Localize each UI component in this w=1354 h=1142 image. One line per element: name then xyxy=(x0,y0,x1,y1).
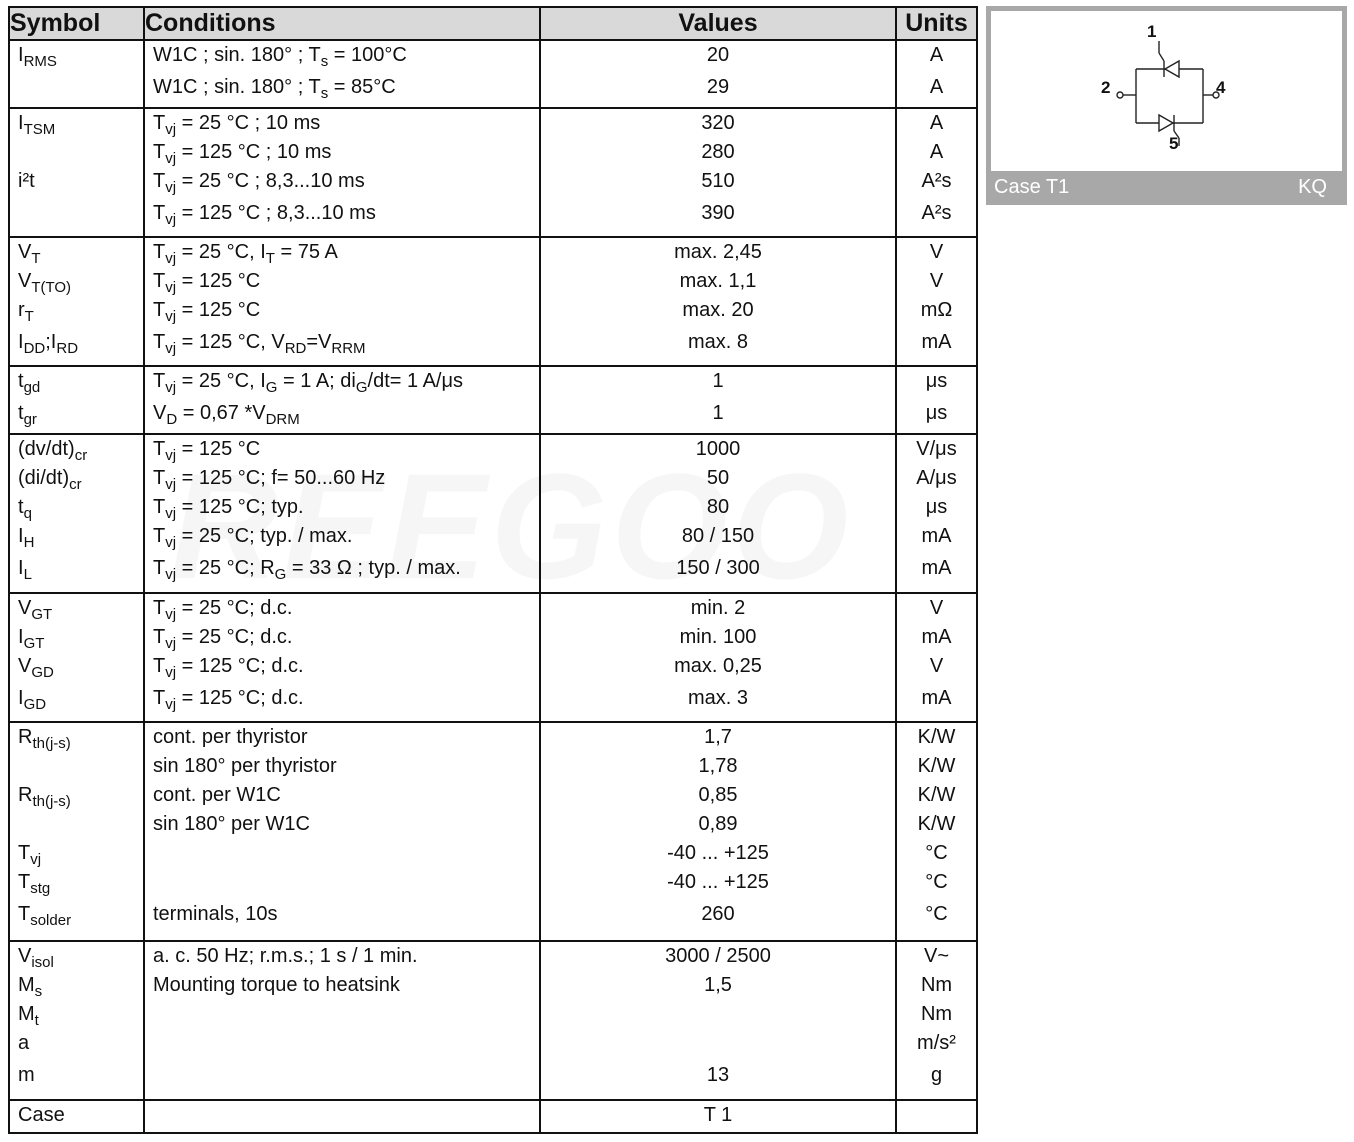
condition-cell: $T_{vj} = 125$ °C; d.c. xyxy=(153,654,304,681)
symbol-cell: $V_T$ xyxy=(18,240,41,267)
column-val xyxy=(540,941,896,1100)
value-cell: 1 xyxy=(712,369,724,392)
case-label: Case T1 xyxy=(994,176,1070,198)
value-cell: 13 xyxy=(706,1064,730,1087)
unit-cell: A²s xyxy=(921,202,952,225)
symbol-cell: $V_{T(TO)}$ xyxy=(18,269,72,296)
condition-cell xyxy=(153,1058,539,1092)
unit-cell: °C xyxy=(925,902,948,925)
pin-2-label: 2 xyxy=(1101,78,1111,97)
unit-cell: V xyxy=(929,596,944,619)
unit-cell: m/s² xyxy=(917,1032,956,1055)
column-cond xyxy=(144,434,540,593)
column-unit xyxy=(896,722,977,942)
unit-cell: V/μs xyxy=(916,437,957,460)
unit-cell: K/W xyxy=(917,754,956,777)
value-cell: min. 100 xyxy=(679,625,757,648)
table-group xyxy=(9,593,977,722)
value-cell: 280 xyxy=(701,141,735,164)
table-group xyxy=(9,40,977,108)
symbol-cell xyxy=(18,70,143,104)
unit-cell: A xyxy=(929,76,944,98)
value-cell: 50 xyxy=(706,466,730,489)
column-sym xyxy=(9,722,144,942)
condition-cell: $T_{vj} = 25$ °C ; 10 ms xyxy=(153,112,321,139)
unit-cell: μs xyxy=(925,401,948,424)
condition-cell: terminals, 10s xyxy=(153,902,278,925)
symbol-cell: i²t xyxy=(18,170,35,193)
condition-cell xyxy=(153,1000,539,1029)
condition-cell: $T_{vj} = 25$ °C ; 8,3...10 ms xyxy=(153,170,365,197)
symbol-cell: $I_{GD}$ xyxy=(18,686,47,713)
symbol-cell: $V_{GT}$ xyxy=(18,596,53,623)
condition-cell: a. c. 50 Hz; r.m.s.; 1 s / 1 min. xyxy=(153,945,418,968)
case-code: KQ xyxy=(1298,176,1327,198)
column-sym xyxy=(9,434,144,593)
pin-5-label: 5 xyxy=(1169,134,1179,153)
column-sym xyxy=(9,366,144,434)
column-unit xyxy=(896,593,977,722)
value-cell: 320 xyxy=(701,112,735,135)
symbol-cell: $T_{solder}$ xyxy=(18,902,72,929)
value-cell: max. 0,25 xyxy=(674,654,762,677)
symbol-cell xyxy=(18,810,143,839)
column-sym xyxy=(9,40,144,108)
symbol-cell: a xyxy=(18,1032,30,1055)
column-unit xyxy=(896,941,977,1100)
unit-cell: A xyxy=(929,44,944,66)
unit-cell: A/μs xyxy=(916,466,957,489)
column-cond xyxy=(144,722,540,942)
value-cell: 150 / 300 xyxy=(676,556,760,579)
column-val xyxy=(540,722,896,942)
symbol-cell: $t_{gd}$ xyxy=(18,369,41,396)
symbol-cell: $r_T$ xyxy=(18,298,34,325)
condition-cell: $T_{vj} = 125$ °C; d.c. xyxy=(153,686,304,713)
symbol-cell: m xyxy=(18,1064,35,1087)
symbol-cell: $t_{gr}$ xyxy=(18,401,37,428)
column-sym xyxy=(9,941,144,1100)
unit-cell xyxy=(897,1101,976,1130)
header-conditions: Conditions xyxy=(144,7,540,40)
column-cond xyxy=(144,593,540,722)
unit-cell: Nm xyxy=(920,974,953,997)
table-group xyxy=(9,722,977,942)
unit-cell: g xyxy=(930,1064,943,1087)
circuit-diagram xyxy=(991,11,1342,171)
condition-cell: $T_{vj} = 125$ °C xyxy=(153,298,261,325)
value-cell xyxy=(541,1000,895,1029)
pin-1-label: 1 xyxy=(1147,22,1157,41)
condition-cell: W1C ; sin. 180° ; $T_s = 85^\circ C$ xyxy=(153,76,396,102)
value-cell: max. 8 xyxy=(687,330,749,353)
condition-cell xyxy=(153,1101,539,1130)
value-cell: 80 xyxy=(706,495,730,518)
column-cond xyxy=(144,108,540,237)
value-cell: min. 2 xyxy=(690,596,746,619)
value-cell: max. 1,1 xyxy=(679,269,757,292)
symbol-cell: $M_t$ xyxy=(18,1003,39,1030)
condition-cell: $T_{vj} = 25$ °C, $I_T = 75$ A xyxy=(153,240,338,267)
column-cond xyxy=(144,366,540,434)
pin-4-label: 4 xyxy=(1216,78,1226,97)
column-cond xyxy=(144,237,540,366)
unit-cell: Nm xyxy=(920,1003,953,1026)
value-cell: 0,89 xyxy=(698,812,738,835)
value-cell: 1,7 xyxy=(704,725,732,748)
header-values: Values xyxy=(540,7,896,40)
unit-cell: A xyxy=(929,112,944,135)
symbol-cell: $I_H$ xyxy=(18,524,35,551)
value-cell: 390 xyxy=(701,202,735,225)
column-val xyxy=(540,1100,896,1133)
symbol-cell xyxy=(18,196,143,230)
unit-cell: A xyxy=(929,141,944,164)
table-group xyxy=(9,434,977,593)
value-cell: 1,78 xyxy=(698,754,738,777)
condition-cell: $T_{vj} = 125$ °C ; 8,3...10 ms xyxy=(153,202,376,229)
unit-cell: mA xyxy=(921,556,952,579)
value-cell: T 1 xyxy=(703,1104,733,1127)
condition-cell: $T_{vj} = 25$ °C; d.c. xyxy=(153,596,293,623)
condition-cell: sin 180° per thyristor xyxy=(153,754,337,777)
condition-cell: $T_{vj} = 25$ °C; $R_G = 33$ Ω ; typ. / max. xyxy=(153,556,461,583)
case-diagram-panel xyxy=(986,6,1347,205)
column-unit xyxy=(896,108,977,237)
column-sym xyxy=(9,1100,144,1133)
condition-cell: cont. per W1C xyxy=(153,783,281,806)
column-unit xyxy=(896,40,977,108)
unit-cell: mA xyxy=(921,686,952,709)
column-cond xyxy=(144,40,540,108)
column-val xyxy=(540,108,896,237)
unit-cell: K/W xyxy=(917,812,956,835)
symbol-cell: $V_{isol}$ xyxy=(18,945,54,972)
value-cell: 1 xyxy=(712,401,724,424)
table-group xyxy=(9,366,977,434)
unit-cell: V~ xyxy=(923,945,950,968)
column-sym xyxy=(9,237,144,366)
thyristor-circuit-icon xyxy=(991,11,1342,171)
symbol-cell xyxy=(18,138,143,167)
column-val xyxy=(540,237,896,366)
column-cond xyxy=(144,941,540,1100)
value-cell: max. 2,45 xyxy=(674,240,762,263)
value-cell: max. 3 xyxy=(687,686,749,709)
unit-cell: V xyxy=(929,654,944,677)
condition-cell xyxy=(153,868,539,897)
value-cell: 510 xyxy=(701,170,735,193)
condition-cell: $T_{vj} = 125$ °C xyxy=(153,269,261,296)
table-group xyxy=(9,237,977,366)
condition-cell: $T_{vj} = 25$ °C, $I_G = 1$ A; $di_G/dt= 1$ A/μs xyxy=(153,369,463,396)
symbol-cell: $T_{vj}$ xyxy=(18,841,42,868)
symbol-cell: $t_q$ xyxy=(18,495,32,522)
column-sym xyxy=(9,593,144,722)
value-cell: 20 xyxy=(706,44,730,66)
condition-cell xyxy=(153,1029,539,1058)
column-val xyxy=(540,434,896,593)
value-cell xyxy=(541,1029,895,1058)
value-cell: 1,5 xyxy=(704,974,732,997)
symbol-cell: $M_s$ xyxy=(18,974,43,1001)
unit-cell: A²s xyxy=(921,170,952,193)
condition-cell xyxy=(153,839,539,868)
value-cell: 0,85 xyxy=(698,783,738,806)
unit-cell: mΩ xyxy=(920,298,953,321)
condition-cell: sin 180° per W1C xyxy=(153,812,310,835)
header-units: Units xyxy=(896,7,977,40)
condition-cell: $T_{vj} = 25$ °C; d.c. xyxy=(153,625,293,652)
symbol-cell: $I_L$ xyxy=(18,556,32,583)
unit-cell: °C xyxy=(925,841,948,864)
condition-cell: $T_{vj} = 125$ °C; f= 50...60 Hz xyxy=(153,466,386,493)
symbol-cell: $(di/dt)_{cr}$ xyxy=(18,466,82,493)
specs-table xyxy=(8,6,978,1134)
column-val xyxy=(540,366,896,434)
value-cell: -40 ... +125 xyxy=(667,841,769,864)
value-cell: 1000 xyxy=(695,437,741,460)
value-cell: 29 xyxy=(706,76,730,98)
symbol-cell: $I_{DD};I_{RD}$ xyxy=(18,330,79,357)
unit-cell: °C xyxy=(925,870,948,893)
column-unit xyxy=(896,237,977,366)
column-unit xyxy=(896,1100,977,1133)
unit-cell: K/W xyxy=(917,783,956,806)
column-unit xyxy=(896,366,977,434)
value-cell: -40 ... +125 xyxy=(667,870,769,893)
column-val xyxy=(540,40,896,108)
symbol-cell xyxy=(18,752,143,781)
table-group xyxy=(9,108,977,237)
condition-cell: $T_{vj} = 125$ °C, $V_{RD}=V_{RRM}$ xyxy=(153,330,366,357)
unit-cell: mA xyxy=(921,625,952,648)
condition-cell: cont. per thyristor xyxy=(153,725,308,748)
condition-cell: W1C ; sin. 180° ; $T_s = 100^\circ C$ xyxy=(153,44,407,70)
symbol-cell: $I_{GT}$ xyxy=(18,625,45,652)
condition-cell: Mounting torque to heatsink xyxy=(153,974,400,997)
symbol-cell: $(dv/dt)_{cr}$ xyxy=(18,437,88,464)
case-caption xyxy=(994,172,1327,202)
value-cell: 80 / 150 xyxy=(681,524,755,547)
unit-cell: V xyxy=(929,240,944,263)
unit-cell: V xyxy=(929,269,944,292)
unit-cell: μs xyxy=(925,495,948,518)
condition-cell: $T_{vj} = 25$ °C; typ. / max. xyxy=(153,524,353,551)
symbol-cell: $T_{stg}$ xyxy=(18,870,51,897)
condition-cell: $T_{vj} = 125$ °C xyxy=(153,437,261,464)
table-group xyxy=(9,1100,977,1133)
unit-cell: mA xyxy=(921,330,952,353)
column-sym xyxy=(9,108,144,237)
symbol-cell: $I_{RMS}$ xyxy=(18,44,57,70)
symbol-cell: $R_{th(j-s)}$ xyxy=(18,725,71,752)
table-header xyxy=(9,7,977,40)
symbol-cell: Case xyxy=(18,1104,65,1127)
table-group xyxy=(9,941,977,1100)
value-cell: max. 20 xyxy=(682,298,754,321)
value-cell: 3000 / 2500 xyxy=(665,945,771,968)
unit-cell: mA xyxy=(921,524,952,547)
condition-cell: $T_{vj} = 125$ °C ; 10 ms xyxy=(153,141,332,168)
header-symbol: Symbol xyxy=(9,7,144,40)
condition-cell: $V_D = 0,67$ $*V_{DRM}$ xyxy=(153,401,300,428)
column-cond xyxy=(144,1100,540,1133)
symbol-cell: $V_{GD}$ xyxy=(18,654,54,681)
unit-cell: K/W xyxy=(917,725,956,748)
condition-cell: $T_{vj} = 125$ °C; typ. xyxy=(153,495,304,522)
unit-cell: μs xyxy=(925,369,948,392)
value-cell: 260 xyxy=(701,902,735,925)
column-val xyxy=(540,593,896,722)
symbol-cell: $R_{th(j-s)}$ xyxy=(18,783,71,810)
column-unit xyxy=(896,434,977,593)
symbol-cell: $I_{TSM}$ xyxy=(18,112,56,139)
